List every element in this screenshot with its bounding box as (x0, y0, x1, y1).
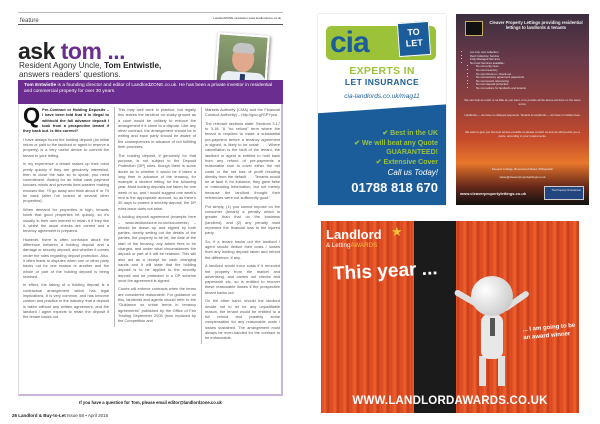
service-item: • Rent Collection Service (470, 55, 582, 59)
cleaver-address: Keepers Cottage, Broomwood Road, Whiteparish (491, 167, 554, 171)
awards-headline: This year ... (332, 258, 438, 285)
to-let-sign-icon: TO LET (397, 21, 431, 57)
subtitle-post: answers readers' questions. (19, 70, 121, 79)
paragraph: Markets Authority (CMA) and the Financial Conduct Authority) – http://goo.gl/GPYyca (205, 107, 280, 118)
paragraph: So, if a tenant backs out the landlord / agent should deduct their costs / losses from any holding deposit taken and refund the difference, if any. (205, 238, 280, 260)
article-column-1 (23, 103, 109, 323)
cia-point: GUARANTEED! (386, 149, 438, 156)
service-item: • No Fuss Services available: (470, 62, 582, 66)
awards-brand-letting: & Letting (326, 242, 351, 249)
service-item: • Let only, rent collection (470, 51, 582, 55)
drop-cap: Q (23, 103, 41, 128)
cia-call: Call us Today! (387, 168, 438, 177)
page-number: 26 Landlord & Buy-to-Let (12, 413, 66, 418)
bio-name: Tom Entwistle (24, 83, 57, 88)
awards-advert[interactable] (321, 221, 579, 413)
tagline-1: ... I am going to be (522, 322, 576, 334)
cleaver-text: Landlords — we have no delayed payments. Tenants & Landlords — we have no hidden fees. (464, 113, 581, 117)
paragraph: A landlord would incur costs if it removed the property from the market and advertising, and carries out checks and paperwork etc, so is entitled to recover these reasonable losses if the prospective tenant backs out. (205, 263, 280, 295)
paragraph: Put simply, (1) you cannot impose on the consumer (tenant) a penalty which is greater than that on the business (landlord), and (2) any penalty must represent the financial loss to the injured party. (205, 203, 280, 236)
paragraph: The relevant sections state: Sections 3.17 to 3.18: 'A "no refund" term where the tenant is required to make a substantial pre-payment before a tenancy agreement is signed, is likely to be unfair . . . Where cancellation is the fault of the tenant, the landlord or agent is entitled to hold back from any refund of pre-payments a reasonable sum to cover either the net costs or the net loss of profit resulting directly from the default . . . Tenants would be at fault if, for instance, they gave false or misleading information, but not merely because the landlord thought their references were not sufficiently good.' (205, 120, 280, 201)
cia-point: Extensive Cover (383, 158, 438, 166)
cia-headline-2: LET INSURANCE (344, 77, 420, 87)
question: Pre-Contract or Holding Deposits – I have been told that it is illegal to withhold the full advance deposit I took from a prospective tenant if they back out. Is this correct? (23, 107, 109, 134)
service-item: • No cost tenant referencing (476, 80, 582, 84)
cleaver-advert[interactable] (456, 14, 589, 205)
cleaver-text: We want to give you the best service possible so please contact us and we will provide you a quote, according to your requirements. (465, 130, 580, 138)
author-bio (18, 80, 283, 104)
awards-brand-awards: AWARDS (350, 242, 378, 249)
paragraph: This may well work in practice, but legally this leaves the landlord on shaky ground as a court would be unlikely to enforce the arrangement if it came to a dispute. Like any other contract, the arrangement should be in writing and each party should be aware of the consequences in advance of not fulfilling their promises. (118, 107, 196, 150)
article-column-3 (201, 107, 280, 344)
cleaver-heading: Cleaver Property Lettings providing residential lettings to landlords & tenants (489, 20, 583, 31)
paragraph: However, there is often confusion about the difference between a holding deposit and a damage or security deposit, and whether it comes under the rules regarding deposit protection. Also, it often leads to disputes when one or other party backs out for one reason or another and the whole or part of the holding deposit is being retained. (23, 236, 109, 279)
paragraph: When demand for properties is high, tenants know that good properties let quickly, so it's usually in their own interest to retain it if they like it, whilst the usual checks are carried and a tenancy agreement is prepared. (23, 206, 109, 234)
paragraph: In effect, the taking of a holding deposit is a contractual arrangement which has legal implications. It is very common, and has become custom and practice in the industry, that a deposit is taken without any written agreement, and the landlord / agent expects to retain the deposit if the tenant backs out. (23, 282, 109, 320)
paragraph: On the other hand, should the landlord decide not to let for any unjustifiable reason, the tenant would be entitled to a full refund and possibly some compensation for any reasonable costs / losses sustained. The arrangement must always be even-handed for the contract to be enforceable. (205, 298, 280, 341)
cia-point: Best in the UK (390, 130, 438, 137)
service-item: • No cost deposit protection (476, 83, 582, 87)
contact-note: If you have a question for Tom, please email editor@landlordzone.co.uk (79, 400, 222, 405)
awards-url[interactable]: WWW.LANDLORDAWARDS.CO.UK (352, 395, 548, 407)
check-icon: ✔ (382, 130, 391, 137)
service-item: • Fully Managed Services (470, 58, 582, 62)
cleaver-services (470, 51, 582, 91)
page-header (18, 12, 283, 25)
cia-headline-1: EXPERTS IN (349, 65, 415, 77)
paragraph: A holding deposit agreement (example here – www.landlordzone.co.uk/documents) – should be drawn up and signed by both parties, clearly setting out the details of the parties, the property to be let, the date of the start of the tenancy, any admin fees to be charged, and under what circumstances the deposit or part of it will be retained. This will also act as a receipt for cash changing hands and it will state that the holding deposit is to be applied to the security deposit and be protected in a DP scheme once the agreement is signed. (118, 214, 196, 283)
service-item: • No cost inventory (476, 69, 582, 73)
cia-phone[interactable]: 01788 818 670 (351, 180, 438, 195)
title-tom: tom ... (60, 38, 125, 64)
awards-brand: Landlord (326, 227, 382, 242)
service-item: • No cost tenancy agreement paperwork (476, 76, 582, 80)
subtitle-name: Tom Entwistle, (104, 61, 162, 70)
paragraph: In my experience a tenant makes up their mind pretty quickly if they are genuinely interested, then to close the sale so to speak, you need commitment. Asking for an initial cash payment focuses minds and prevents time-wasters making excuses like, 'I'll go away and think about it' or 'I'll be back (after I've looked at several other properties)'. (23, 161, 109, 204)
section-label: feature (20, 18, 39, 24)
service-item: • No cost check-in / check-out (476, 73, 582, 77)
check-icon: ✔ (375, 158, 384, 166)
cia-points (354, 129, 438, 167)
service-item: • No cost entry fees (476, 65, 582, 69)
check-icon: ✔ (354, 139, 362, 147)
cleaver-text: We can help as much or as little as you want, or to provide all the above services on the same terms. (464, 98, 581, 106)
bio-text: is a founding director and editor of LandlordZONE.co.uk. He has been a private investor in residential and commercial property for over 30 years. (24, 83, 273, 94)
cia-advert[interactable] (318, 14, 446, 205)
newsletter-link[interactable]: LandlordZONE newsletter www.landlordzone.co.uk (213, 16, 281, 20)
cia-logo-text: cia (330, 26, 369, 59)
tagline-2: an award winner (523, 331, 571, 342)
paragraph: I have always found the holding deposit (an initial return or paid to the landlord or agent to reserve a property) is a very useful device to commit the tenant to your letting. (23, 136, 109, 158)
subtitle (19, 61, 161, 79)
ombudsman-badge: The Property Ombudsman (544, 186, 584, 200)
awards-tagline (522, 322, 576, 343)
cia-url[interactable]: cia-landlords.co.uk/mag11 (344, 93, 420, 100)
cia-point: We will beat any Quote (361, 139, 438, 147)
cleaver-web[interactable]: www.cleaverpropertylettings.co.uk (460, 191, 527, 196)
paragraph: The holding deposit, if genuinely for that purpose, is not subject to the Deposit Protection (DP) rules, though there is some doubt as to whether it would be if taken a long time in advance of the tenancy, for example a student letting for the following year. Most holding deposits are taken for one week or so, and I would suggest one week's rent is the appropriate amount, so as there's 30 days to protect a security deposit, the DP rules issue does not arise. (118, 152, 196, 211)
issue-info: Issue 58 • April 2015 (67, 413, 109, 418)
page-footer (12, 413, 108, 418)
star-icon: ★ (391, 224, 403, 239)
awards-brand-2 (326, 242, 377, 249)
article-column-2 (114, 107, 196, 327)
service-item: • No cost advice for landlords and tenants (476, 87, 582, 91)
title-ask: ask (18, 38, 55, 64)
paragraph: Courts will enforce contracts when the terms are considered reasonable. For guidance on this, landlords and agents should refer to the "Guidance on unfair terms in tenancy agreements" published by the Office of Fair Trading September 2005 (now replaced by the Competition and (118, 286, 196, 324)
article-body (18, 104, 283, 396)
cleaver-email[interactable]: Helen@cleaverpropertylettings.co.uk (499, 175, 546, 179)
cleaver-logo-icon (465, 21, 483, 36)
subtitle-pre: Resident Agony Uncle, (19, 61, 102, 70)
